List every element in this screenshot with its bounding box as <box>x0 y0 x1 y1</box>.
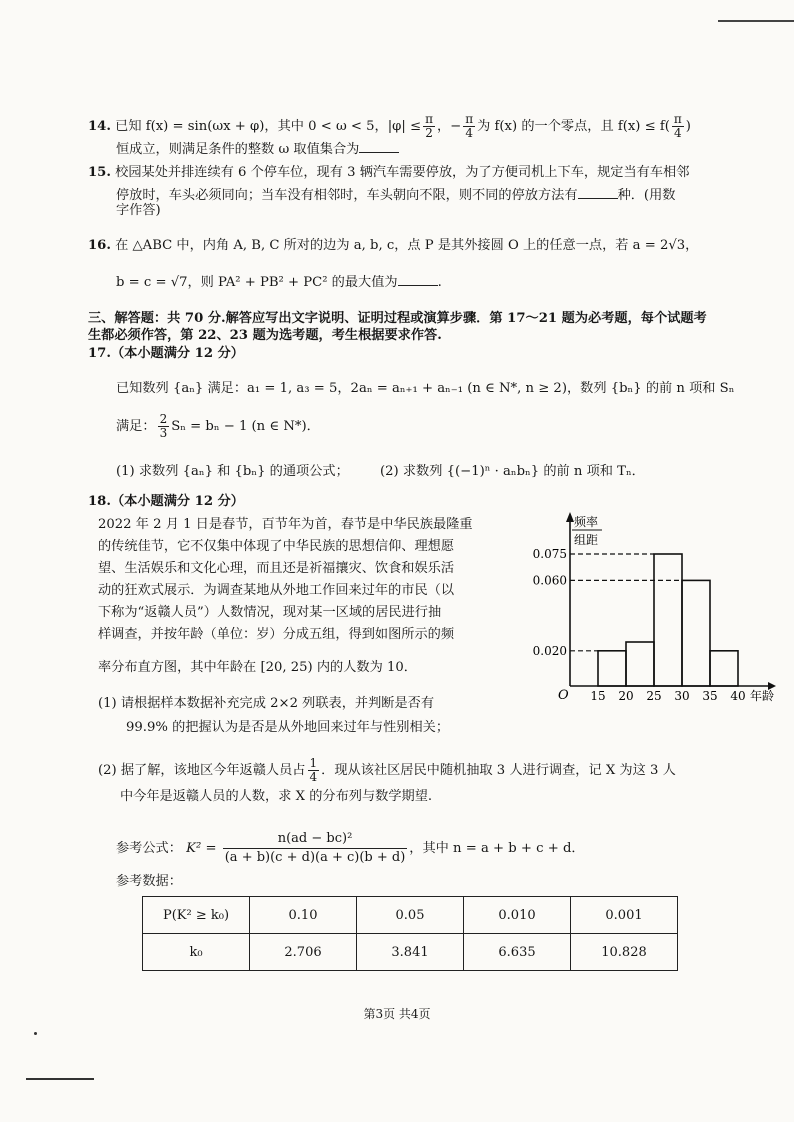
histogram-bar <box>710 651 738 686</box>
q18-para-line: 的传统佳节，它不仅集中体现了中华民族的思想信仰、理想愿 <box>98 539 455 554</box>
y-axis-label-top: 频率 <box>574 515 599 529</box>
table-cell: 0.001 <box>571 897 678 934</box>
q14-line1: 14. 已知 f(x) = sin(ωx + φ)，其中 0 < ω < 5，|φ| ≤ $\frac{\pi}{2}$ ，− $\frac{\pi}{4}$ 为 f(x) 的一个零点，且 f(x) ≤ f( $\frac{\pi}{4}$ ) <box>88 112 691 140</box>
q15-line3: 字作答) <box>116 203 161 218</box>
section3-line1: 三、解答题：共 70 分.解答应写出文字说明、证明过程或演算步骤．第 17～21 题为必考题，每个试题考 <box>88 311 707 326</box>
fraction: $\frac{2}{3}$ <box>159 412 168 440</box>
answer-blank <box>578 186 618 199</box>
table-cell: P(K² ≥ k₀) <box>143 897 250 934</box>
table-cell: 2.706 <box>250 934 357 971</box>
x-tick-label: 15 <box>590 689 606 703</box>
y-tick-label: 0.075 <box>532 547 567 561</box>
q17-line2: 满足： $\frac{2}{3}$ Sₙ = bₙ − 1 (n ∈ N*)． <box>116 412 320 440</box>
fraction: $\frac{\pi}{4}$ <box>465 112 474 140</box>
q15-line2: 停放时，车头必须同向；当车没有相邻时，车头朝向不限，则不同的停放方法有 种．(用数 <box>116 188 676 203</box>
q17-part1: (1) 求数列 {aₙ} 和 {bₙ} 的通项公式； <box>116 464 349 479</box>
q15-line1: 15. 校园某处并排连续有 6 个停车位，现有 3 辆汽车需要停放，为了方便司机上下车，规定当有车相邻 <box>88 165 690 180</box>
answer-blank <box>359 140 399 153</box>
q18-para-line: 率分布直方图，其中年龄在 [20, 25) 内的人数为 10． <box>98 660 417 675</box>
q17-part2: (2) 求数列 {(−1)ⁿ · aₙbₙ} 的前 n 项和 Tₙ． <box>380 464 645 479</box>
x-tick-label: 20 <box>618 689 634 703</box>
table-cell: 0.010 <box>464 897 571 934</box>
q18-para-line: 下称为“返赣人员”）人数情况，现对某一区域的居民进行抽 <box>98 605 442 620</box>
q18-para-line: 望、生活娱乐和文化心理，而且还是祈福攘灾、饮食和娱乐活 <box>98 561 455 576</box>
q18-para-line: 动的狂欢式展示．为调查某地从外地工作回来过年的市民（以 <box>98 583 455 598</box>
histogram-bar <box>598 651 626 686</box>
q18-para-line: 样调查，并按年龄（单位：岁）分成五组，得到如图所示的频 <box>98 627 455 642</box>
q18-header: 18.（本小题满分 12 分） <box>88 494 244 509</box>
table-cell: k₀ <box>143 934 250 971</box>
y-tick-label: 0.060 <box>532 573 567 588</box>
x-tick-label: 35 <box>702 689 718 703</box>
table-cell: 0.10 <box>250 897 357 934</box>
x-tick-label: 25 <box>646 689 662 703</box>
x-axis-label: 年龄 <box>750 689 775 703</box>
q16-line2: b = c = √7，则 PA² + PB² + PC² 的最大值为 . <box>116 275 442 290</box>
fraction: $\frac{\pi}{2}$ <box>425 112 433 140</box>
y-axis-arrow <box>566 512 574 522</box>
table-cell: 3.841 <box>357 934 464 971</box>
fraction: $\frac{\pi}{4}$ <box>673 112 682 140</box>
formula-fraction: $\frac{\text{n(ad − bc)²}}{(a + b)(c + d)(a + c)(b + d)}$ <box>224 831 406 865</box>
table-row <box>143 934 678 971</box>
q18-para-line: 2022 年 2 月 1 日是春节，百节年为首，春节是中华民族最隆重 <box>98 517 473 532</box>
table-cell: 6.635 <box>464 934 571 971</box>
fraction: $\frac{1}{4}$ <box>309 756 318 784</box>
scan-artifact-line <box>718 20 794 22</box>
histogram-bar <box>626 642 654 686</box>
scan-artifact-dot <box>34 1032 37 1035</box>
x-tick-label: 40 <box>730 689 746 703</box>
answer-blank <box>398 273 438 286</box>
q18-part1-line1: (1) 请根据样本数据补充完成 2×2 列联表，并判断是否有 <box>98 696 435 711</box>
q17-line1: 已知数列 {aₙ} 满足：a₁ = 1, a₃ = 5，2aₙ = aₙ₊₁ + aₙ₋₁ (n ∈ N*, n ≥ 2)，数列 {bₙ} 的前 n 项和 Sₙ <box>116 381 735 396</box>
table-cell: 10.828 <box>571 934 678 971</box>
table-cell: 0.05 <box>357 897 464 934</box>
q18-part1-line2: 99.9% 的把握认为是否是从外地回来过年与性别相关； <box>126 720 450 735</box>
frequency-histogram <box>532 506 790 706</box>
reference-formula: 参考公式： K² = $\frac{\text{n(ad − bc)²}}{(a + b)(c + d)(a + c)(b + d)}$ ，其中 n = a + b + c + d． <box>116 831 585 865</box>
q16-line1: 16. 在 △ABC 中，内角 A, B, C 所对的边为 a, b, c，点 P 是其外接圆 O 上的任意一点，若 a = 2√3， <box>88 238 699 253</box>
table-row <box>143 897 678 934</box>
x-tick-label: 30 <box>674 689 690 703</box>
origin-label: O <box>558 688 569 703</box>
y-axis-label-bottom: 组距 <box>574 533 599 547</box>
reference-data-table <box>142 896 678 971</box>
histogram-bar <box>682 580 710 686</box>
histogram-bar <box>654 554 682 686</box>
q17-header: 17.（本小题满分 12 分） <box>88 346 244 361</box>
q18-part2-line1: (2) 据了解，该地区今年返赣人员占 $\frac{1}{4}$ ．现从该社区居民中随机抽取 3 人进行调查，记 X 为这 3 人 <box>98 756 676 784</box>
scan-artifact-line <box>26 1078 94 1080</box>
section3-line2: 生都必须作答，第 22、23 题为选考题，考生根据要求作答. <box>88 328 442 343</box>
page-footer: 第3页 共4页 <box>363 1007 431 1021</box>
reference-data-label: 参考数据： <box>116 874 182 889</box>
q18-part2-line2: 中今年是返赣人员的人数，求 X 的分布列与数学期望. <box>120 789 433 804</box>
q14-line2: 恒成立，则满足条件的整数 ω 取值集合为 <box>116 140 399 158</box>
y-tick-label: 0.020 <box>532 643 567 658</box>
